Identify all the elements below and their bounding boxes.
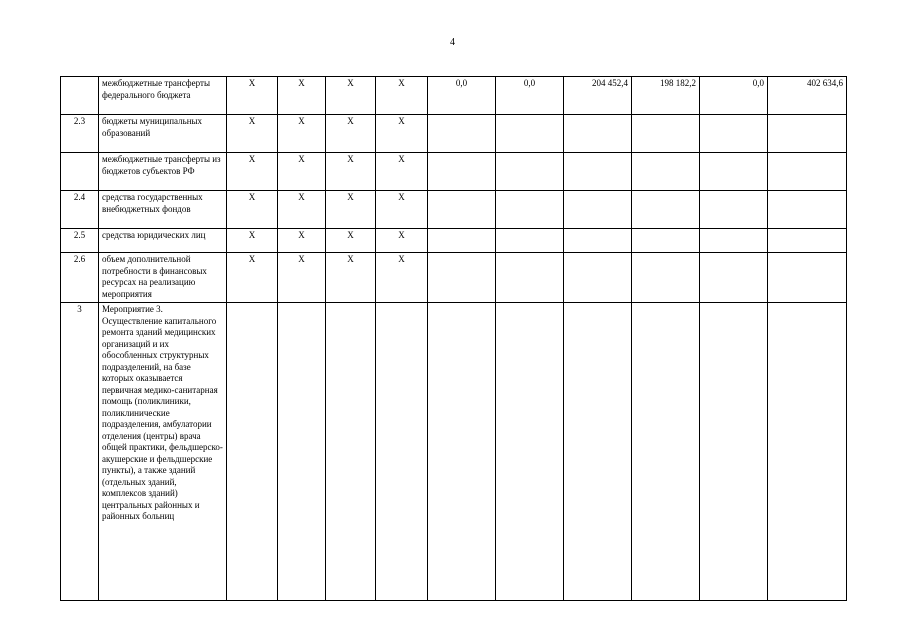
value-cell (564, 191, 632, 229)
row-name-cell: средства юридических лиц (99, 229, 227, 253)
value-cell (428, 191, 496, 229)
value-cell (564, 253, 632, 303)
mark-cell: X (227, 115, 278, 153)
value-cell (768, 229, 847, 253)
mark-cell: X (376, 153, 428, 191)
mark-cell: X (278, 77, 326, 115)
row-number-cell: 3 (61, 303, 99, 601)
mark-cell: X (278, 253, 326, 303)
value-cell (564, 115, 632, 153)
value-cell (496, 153, 564, 191)
value-cell (768, 303, 847, 601)
mark-cell: X (376, 191, 428, 229)
value-cell (700, 229, 768, 253)
mark-cell: X (376, 253, 428, 303)
table-row (61, 229, 847, 253)
value-cell (632, 153, 700, 191)
mark-cell: X (326, 191, 376, 229)
row-number-cell: 2.5 (61, 229, 99, 253)
mark-cell: X (227, 253, 278, 303)
row-name-cell: бюджеты муниципальных образований (99, 115, 227, 153)
row-name-cell: межбюджетные трансферты из бюджетов субъектов РФ (99, 153, 227, 191)
mark-cell: X (278, 229, 326, 253)
value-cell (632, 229, 700, 253)
mark-cell: X (326, 229, 376, 253)
value-cell: 0,0 (496, 77, 564, 115)
value-cell (564, 153, 632, 191)
mark-cell: X (227, 77, 278, 115)
value-cell: 402 634,6 (768, 77, 847, 115)
value-cell: 0,0 (700, 77, 768, 115)
mark-cell: X (227, 153, 278, 191)
value-cell (700, 191, 768, 229)
value-cell (428, 253, 496, 303)
mark-cell: X (326, 253, 376, 303)
value-cell (700, 253, 768, 303)
mark-cell: X (227, 191, 278, 229)
value-cell: 198 182,2 (632, 77, 700, 115)
value-cell (700, 303, 768, 601)
mark-cell: X (376, 229, 428, 253)
mark-cell: X (326, 153, 376, 191)
value-cell (768, 191, 847, 229)
value-cell (768, 115, 847, 153)
row-name-cell: объем дополнительной потребности в финансовых ресурсах на реализацию мероприятия (99, 253, 227, 303)
mark-cell (227, 303, 278, 601)
row-number-cell (61, 153, 99, 191)
mark-cell: X (376, 115, 428, 153)
value-cell (428, 303, 496, 601)
value-cell (564, 303, 632, 601)
row-name-cell: Мероприятие 3. Осуществление капитального ремонта зданий медицинских организаций и их обособленных структурных подразделений, на базе которых оказывается первичная медико-санитарная помощь (поликлиники, поликлинические подразделения, амбулатории отделения (центры) врача общей практики, фельдшерско-акушерские и фельдшерские пункты), а также зданий (отдельных зданий, комплексов зданий) центральных районных и районных больниц (99, 303, 227, 601)
row-number-cell: 2.4 (61, 191, 99, 229)
mark-cell: X (376, 77, 428, 115)
funding-table (60, 76, 847, 601)
value-cell (496, 303, 564, 601)
value-cell (700, 115, 768, 153)
table-row (61, 77, 847, 115)
table-row (61, 115, 847, 153)
value-cell (632, 303, 700, 601)
value-cell (632, 191, 700, 229)
value-cell: 204 452,4 (564, 77, 632, 115)
table-row (61, 253, 847, 303)
value-cell (496, 115, 564, 153)
mark-cell: X (278, 153, 326, 191)
mark-cell: X (278, 191, 326, 229)
table-body (61, 77, 847, 601)
row-number-cell: 2.3 (61, 115, 99, 153)
value-cell (700, 153, 768, 191)
value-cell (632, 253, 700, 303)
page-number: 4 (450, 37, 455, 48)
value-cell (496, 253, 564, 303)
table-row (61, 153, 847, 191)
row-name-cell: межбюджетные трансферты федерального бюджета (99, 77, 227, 115)
mark-cell: X (326, 115, 376, 153)
value-cell (768, 253, 847, 303)
row-number-cell (61, 77, 99, 115)
mark-cell (278, 303, 326, 601)
value-cell (496, 229, 564, 253)
value-cell (768, 153, 847, 191)
row-number-cell: 2.6 (61, 253, 99, 303)
value-cell (428, 115, 496, 153)
value-cell: 0,0 (428, 77, 496, 115)
value-cell (496, 191, 564, 229)
value-cell (428, 229, 496, 253)
row-name-cell: средства государственных внебюджетных фондов (99, 191, 227, 229)
mark-cell (376, 303, 428, 601)
table-row (61, 191, 847, 229)
value-cell (564, 229, 632, 253)
mark-cell: X (227, 229, 278, 253)
value-cell (428, 153, 496, 191)
value-cell (632, 115, 700, 153)
mark-cell: X (278, 115, 326, 153)
mark-cell: X (326, 77, 376, 115)
table-row (61, 303, 847, 601)
mark-cell (326, 303, 376, 601)
